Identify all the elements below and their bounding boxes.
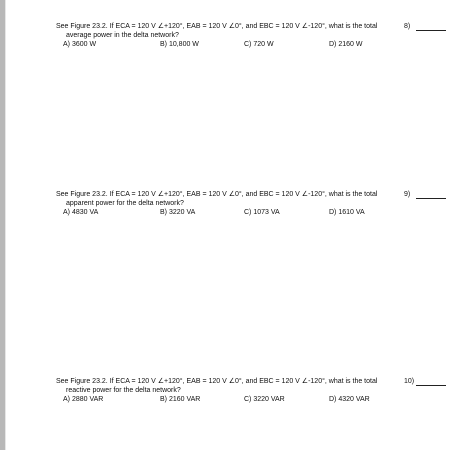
question-8-choices [56, 40, 466, 49]
page-left-edge [0, 0, 5, 450]
question-8-choice-c: C) 720 W [244, 41, 274, 48]
question-10-text-line1: See Figure 23.2. If ECA = 120 V ∠+120°, EAB = 120 V ∠0°, and EBC = 120 V ∠-120°, what is the total [56, 378, 378, 385]
question-9-text-line1: See Figure 23.2. If ECA = 120 V ∠+120°, EAB = 120 V ∠0°, and EBC = 120 V ∠-120°, what is the total [56, 191, 378, 198]
question-8-answer-blank[interactable] [416, 30, 446, 31]
question-10 [56, 377, 466, 404]
question-10-choice-b: B) 2160 VAR [160, 396, 201, 403]
question-8-answer-number: 8) [404, 23, 411, 30]
question-10-choice-a: A) 2880 VAR [63, 396, 104, 403]
question-9-line1 [56, 190, 466, 199]
question-9-choice-d: D) 1610 VA [329, 209, 365, 216]
question-10-choices [56, 395, 466, 404]
question-10-choice-c: C) 3220 VAR [244, 396, 285, 403]
question-8 [56, 22, 466, 49]
question-8-choice-d: D) 2160 W [329, 41, 363, 48]
question-10-answer-number: 10) [404, 378, 415, 385]
question-9-choices [56, 208, 466, 217]
question-9-text-line2: apparent power for the delta network? [66, 200, 184, 207]
question-10-text-line2: reactive power for the delta network? [66, 387, 181, 394]
question-9-choice-b: B) 3220 VA [160, 209, 196, 216]
question-8-choice-a: A) 3600 W [63, 41, 97, 48]
question-10-line1 [56, 377, 466, 386]
question-10-answer-blank[interactable] [416, 385, 446, 386]
question-9-answer-blank[interactable] [416, 198, 446, 199]
question-9 [56, 190, 466, 217]
question-8-text-line2: average power in the delta network? [66, 32, 179, 39]
question-8-line1 [56, 22, 466, 31]
question-10-choice-d: D) 4320 VAR [329, 396, 370, 403]
question-8-choice-b: B) 10,800 W [160, 41, 199, 48]
question-8-text-line1: See Figure 23.2. If ECA = 120 V ∠+120°, EAB = 120 V ∠0°, and EBC = 120 V ∠-120°, what is the total [56, 23, 378, 30]
question-9-answer-number: 9) [404, 191, 411, 198]
question-9-choice-a: A) 4830 VA [63, 209, 99, 216]
question-9-choice-c: C) 1073 VA [244, 209, 280, 216]
